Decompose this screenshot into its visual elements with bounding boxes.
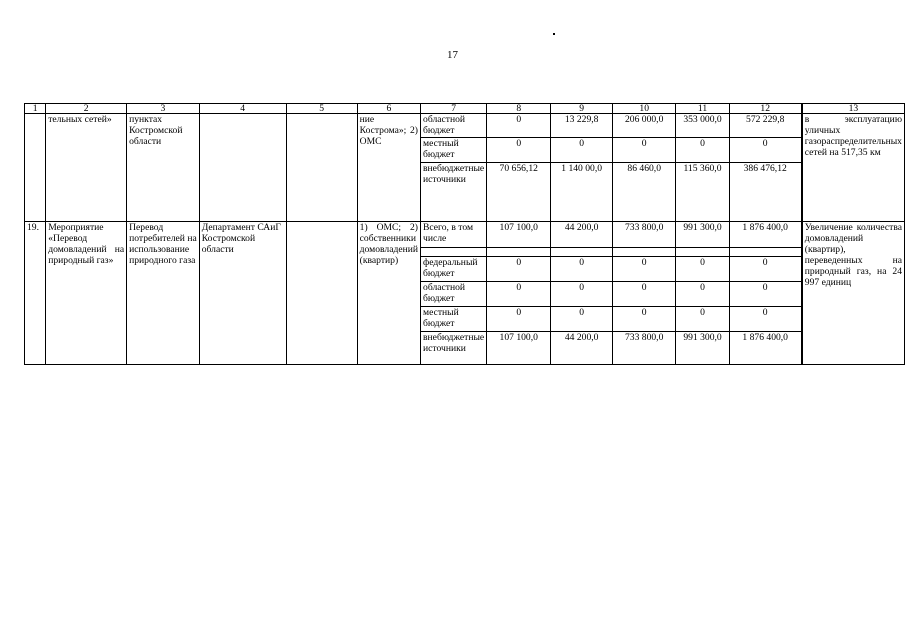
participant-cell: 1) ОМС; 2) собственники домовладений (квартир) bbox=[357, 222, 420, 365]
value-cell: 0 bbox=[729, 282, 802, 307]
value-cell: 0 bbox=[551, 257, 613, 282]
funding-source-cell: внебюджетные источники bbox=[421, 332, 487, 365]
value-cell: 107 100,0 bbox=[487, 332, 551, 365]
value-cell bbox=[613, 248, 676, 257]
period-cell bbox=[286, 114, 357, 222]
header-cell: 12 bbox=[729, 104, 802, 114]
value-cell: 0 bbox=[613, 257, 676, 282]
value-cell: 353 000,0 bbox=[676, 114, 729, 138]
funding-source-cell bbox=[421, 248, 487, 257]
scan-dot bbox=[553, 33, 555, 35]
value-cell: 991 300,0 bbox=[676, 332, 729, 365]
header-cell: 3 bbox=[127, 104, 200, 114]
header-cell: 2 bbox=[46, 104, 127, 114]
participant-cell: ние Кострома»; 2) ОМС bbox=[357, 114, 420, 222]
header-cell: 7 bbox=[421, 104, 487, 114]
measure-goal-cell: Перевод потребителей на использование природного газа bbox=[127, 222, 200, 365]
value-cell: 572 229,8 bbox=[729, 114, 802, 138]
header-cell: 9 bbox=[551, 104, 613, 114]
period-cell bbox=[286, 222, 357, 365]
value-cell: 0 bbox=[551, 282, 613, 307]
value-cell: 1 140 00,0 bbox=[551, 163, 613, 222]
funding-source-cell: областной бюджет bbox=[421, 282, 487, 307]
value-cell: 0 bbox=[613, 307, 676, 332]
value-cell: 70 656,12 bbox=[487, 163, 551, 222]
value-cell: 0 bbox=[487, 138, 551, 163]
value-cell: 0 bbox=[729, 257, 802, 282]
funding-source-cell: местный бюджет bbox=[421, 307, 487, 332]
header-cell: 11 bbox=[676, 104, 729, 114]
measure-goal-cell: пунктах Костромской области bbox=[127, 114, 200, 222]
value-cell bbox=[676, 248, 729, 257]
value-cell: 107 100,0 bbox=[487, 222, 551, 248]
value-cell: 0 bbox=[613, 138, 676, 163]
table-row bbox=[25, 114, 905, 138]
program-table bbox=[24, 103, 905, 365]
header-cell: 1 bbox=[25, 104, 46, 114]
measure-name-cell: Мероприятие «Перевод домовладений на природный газ» bbox=[46, 222, 127, 365]
value-cell: 86 460,0 bbox=[613, 163, 676, 222]
value-cell: 44 200,0 bbox=[551, 222, 613, 248]
header-row bbox=[25, 104, 905, 114]
value-cell: 386 476,12 bbox=[729, 163, 802, 222]
executor-cell: Департамент САиГ Костромской области bbox=[199, 222, 286, 365]
funding-source-cell: федеральный бюджет bbox=[421, 257, 487, 282]
result-cell: Увеличение количества домовладений (квартир), переведенных на природный газ, на 24 997 единиц bbox=[802, 222, 905, 365]
value-cell: 44 200,0 bbox=[551, 332, 613, 365]
header-cell: 8 bbox=[487, 104, 551, 114]
result-cell: в эксплуатацию уличных газораспределительных сетей на 517,35 км bbox=[802, 114, 905, 222]
value-cell: 13 229,8 bbox=[551, 114, 613, 138]
funding-source-cell: местный бюджет bbox=[421, 138, 487, 163]
header-cell: 4 bbox=[199, 104, 286, 114]
value-cell: 0 bbox=[487, 114, 551, 138]
row-number-cell: 19. bbox=[25, 222, 46, 365]
value-cell: 1 876 400,0 bbox=[729, 222, 802, 248]
value-cell: 0 bbox=[551, 307, 613, 332]
header-cell: 6 bbox=[357, 104, 420, 114]
value-cell: 0 bbox=[487, 307, 551, 332]
page-number: 17 bbox=[447, 49, 458, 61]
value-cell: 733 800,0 bbox=[613, 332, 676, 365]
value-cell: 991 300,0 bbox=[676, 222, 729, 248]
value-cell: 0 bbox=[676, 138, 729, 163]
funding-source-cell: Всего, в том числе bbox=[421, 222, 487, 248]
header-cell: 5 bbox=[286, 104, 357, 114]
value-cell: 0 bbox=[676, 307, 729, 332]
value-cell: 0 bbox=[487, 257, 551, 282]
funding-source-cell: внебюджетные источники bbox=[421, 163, 487, 222]
header-cell: 10 bbox=[613, 104, 676, 114]
header-cell: 13 bbox=[802, 104, 905, 114]
value-cell bbox=[729, 248, 802, 257]
value-cell: 0 bbox=[551, 138, 613, 163]
value-cell: 206 000,0 bbox=[613, 114, 676, 138]
value-cell bbox=[551, 248, 613, 257]
funding-source-cell: областной бюджет bbox=[421, 114, 487, 138]
row-number-cell bbox=[25, 114, 46, 222]
value-cell: 115 360,0 bbox=[676, 163, 729, 222]
table-row bbox=[25, 222, 905, 248]
value-cell: 1 876 400,0 bbox=[729, 332, 802, 365]
value-cell: 733 800,0 bbox=[613, 222, 676, 248]
executor-cell bbox=[199, 114, 286, 222]
measure-name-cell: тельных сетей» bbox=[46, 114, 127, 222]
value-cell: 0 bbox=[676, 257, 729, 282]
value-cell bbox=[487, 248, 551, 257]
value-cell: 0 bbox=[729, 138, 802, 163]
value-cell: 0 bbox=[676, 282, 729, 307]
value-cell: 0 bbox=[487, 282, 551, 307]
value-cell: 0 bbox=[613, 282, 676, 307]
value-cell: 0 bbox=[729, 307, 802, 332]
